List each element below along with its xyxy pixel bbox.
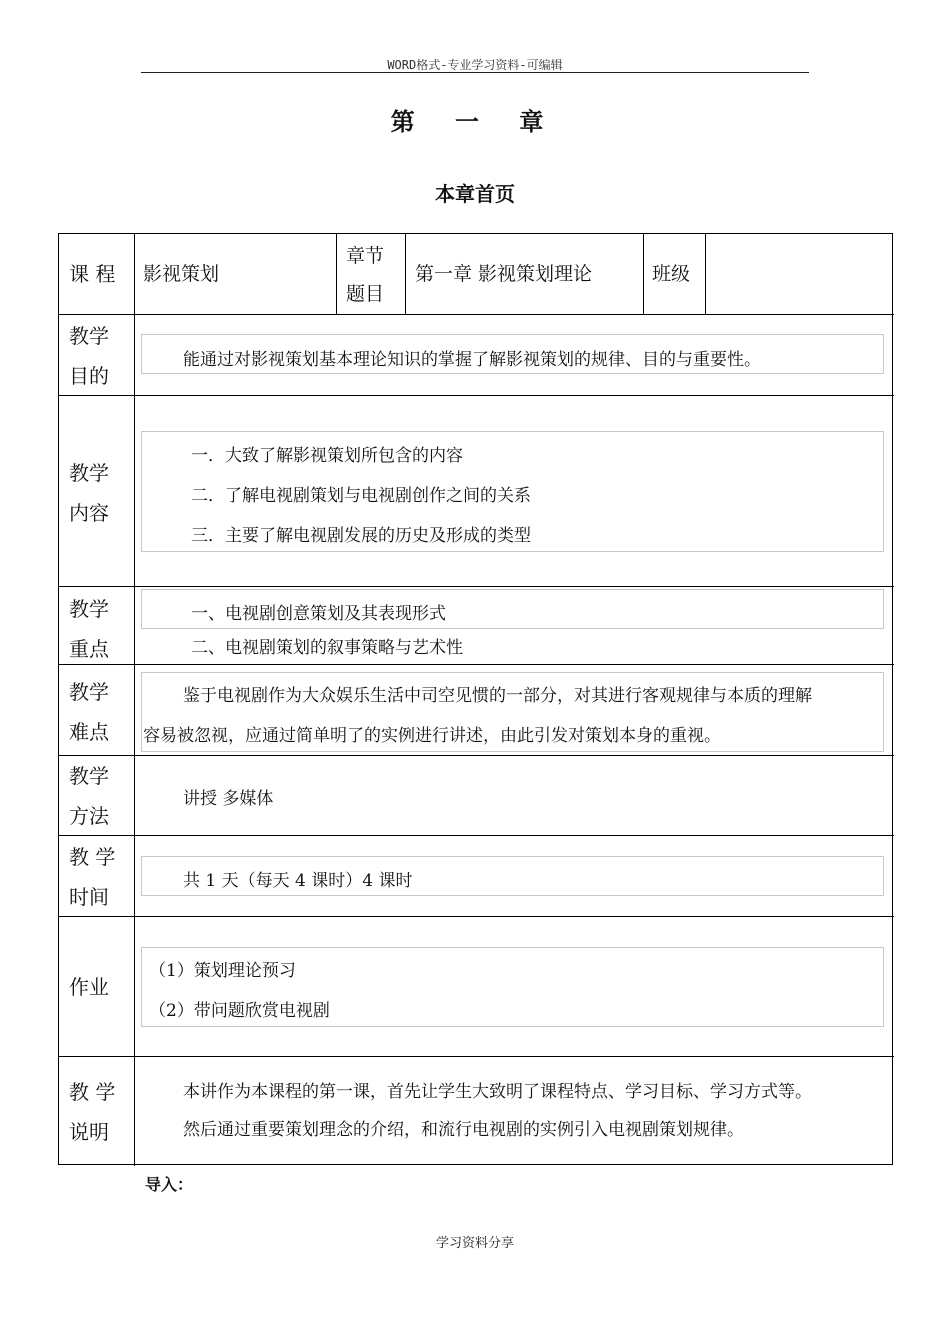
chapter-value: 第一章 影视策划理论 [415, 263, 593, 285]
chapter-title: 第 一 章 [390, 108, 560, 136]
row-divider [59, 1056, 894, 1057]
difficulty-label-line2: 难点 [69, 720, 109, 744]
difficulty-label-line1: 教学 [69, 680, 109, 704]
homework-item-1: （1）策划理论预习 [149, 961, 296, 981]
column-divider [336, 234, 337, 314]
method-label-line2: 方法 [69, 804, 109, 828]
header-divider [141, 72, 809, 73]
column-divider [643, 234, 644, 314]
page-header-text: WORD格式-专业学习资料-可编辑 [387, 58, 563, 72]
objective-label-line2: 目的 [69, 364, 109, 388]
objective-text: 能通过对影视策划基本理论知识的掌握了解影视策划的规律、目的与重要性。 [183, 350, 761, 370]
difficulty-line-2: 容易被忽视，应通过简单明了的实例进行讲述，由此引发对策划本身的重视。 [143, 726, 721, 746]
content-item-1: 一．大致了解影视策划所包含的内容 [191, 446, 463, 466]
method-label-line1: 教学 [69, 764, 109, 788]
key-item-1: 一、电视剧创意策划及其表现形式 [191, 604, 446, 624]
page-footer: 学习资料分享 [435, 1236, 514, 1251]
notes-line-1: 本讲作为本课程的第一课，首先让学生大致明了课程特点、学习目标、学习方式等。 [183, 1082, 812, 1102]
time-text: 共 1 天（每天 4 课时）4 课时 [183, 871, 413, 891]
intro-label: 导入： [145, 1175, 194, 1194]
course-value: 影视策划 [143, 263, 220, 285]
content-label-line1: 教学 [69, 461, 109, 485]
key-item-2: 二、电视剧策划的叙事策略与艺术性 [191, 638, 463, 658]
row-divider [59, 395, 894, 396]
row-divider [59, 664, 894, 665]
content-label-line2: 内容 [69, 501, 109, 525]
chapter-label-line2: 题目 [346, 283, 385, 305]
row-divider [59, 916, 894, 917]
page-subtitle: 本章首页 [435, 182, 515, 206]
notes-label-line2: 说明 [69, 1120, 109, 1144]
content-item-2: 二．了解电视剧策划与电视剧创作之间的关系 [191, 486, 531, 506]
row-divider [59, 586, 894, 587]
homework-label: 作业 [69, 975, 109, 999]
difficulty-line-1: 鉴于电视剧作为大众娱乐生活中司空见惯的一部分，对其进行客观规律与本质的理解 [183, 686, 812, 706]
column-divider [405, 234, 406, 314]
time-label-line1: 教 学 [69, 845, 116, 869]
key-label-line2: 重点 [69, 637, 109, 661]
column-divider [705, 234, 706, 314]
objective-label-line1: 教学 [69, 324, 109, 348]
class-label: 班级 [652, 263, 691, 285]
time-label-line2: 时间 [69, 885, 109, 909]
key-label-line1: 教学 [69, 597, 109, 621]
label-column-divider [134, 234, 135, 1166]
lesson-plan-table [58, 233, 893, 1165]
homework-item-2: （2）带问题欣赏电视剧 [149, 1001, 330, 1021]
row-divider [59, 314, 894, 315]
content-item-3: 三．主要了解电视剧发展的历史及形成的类型 [191, 526, 531, 546]
method-text: 讲授 多媒体 [183, 789, 274, 809]
row-divider [59, 835, 894, 836]
course-label: 课 程 [69, 262, 116, 286]
notes-label-line1: 教 学 [69, 1080, 116, 1104]
notes-line-2: 然后通过重要策划理念的介绍，和流行电视剧的实例引入电视剧策划规律。 [183, 1120, 744, 1140]
chapter-label-line1: 章节 [346, 245, 385, 267]
